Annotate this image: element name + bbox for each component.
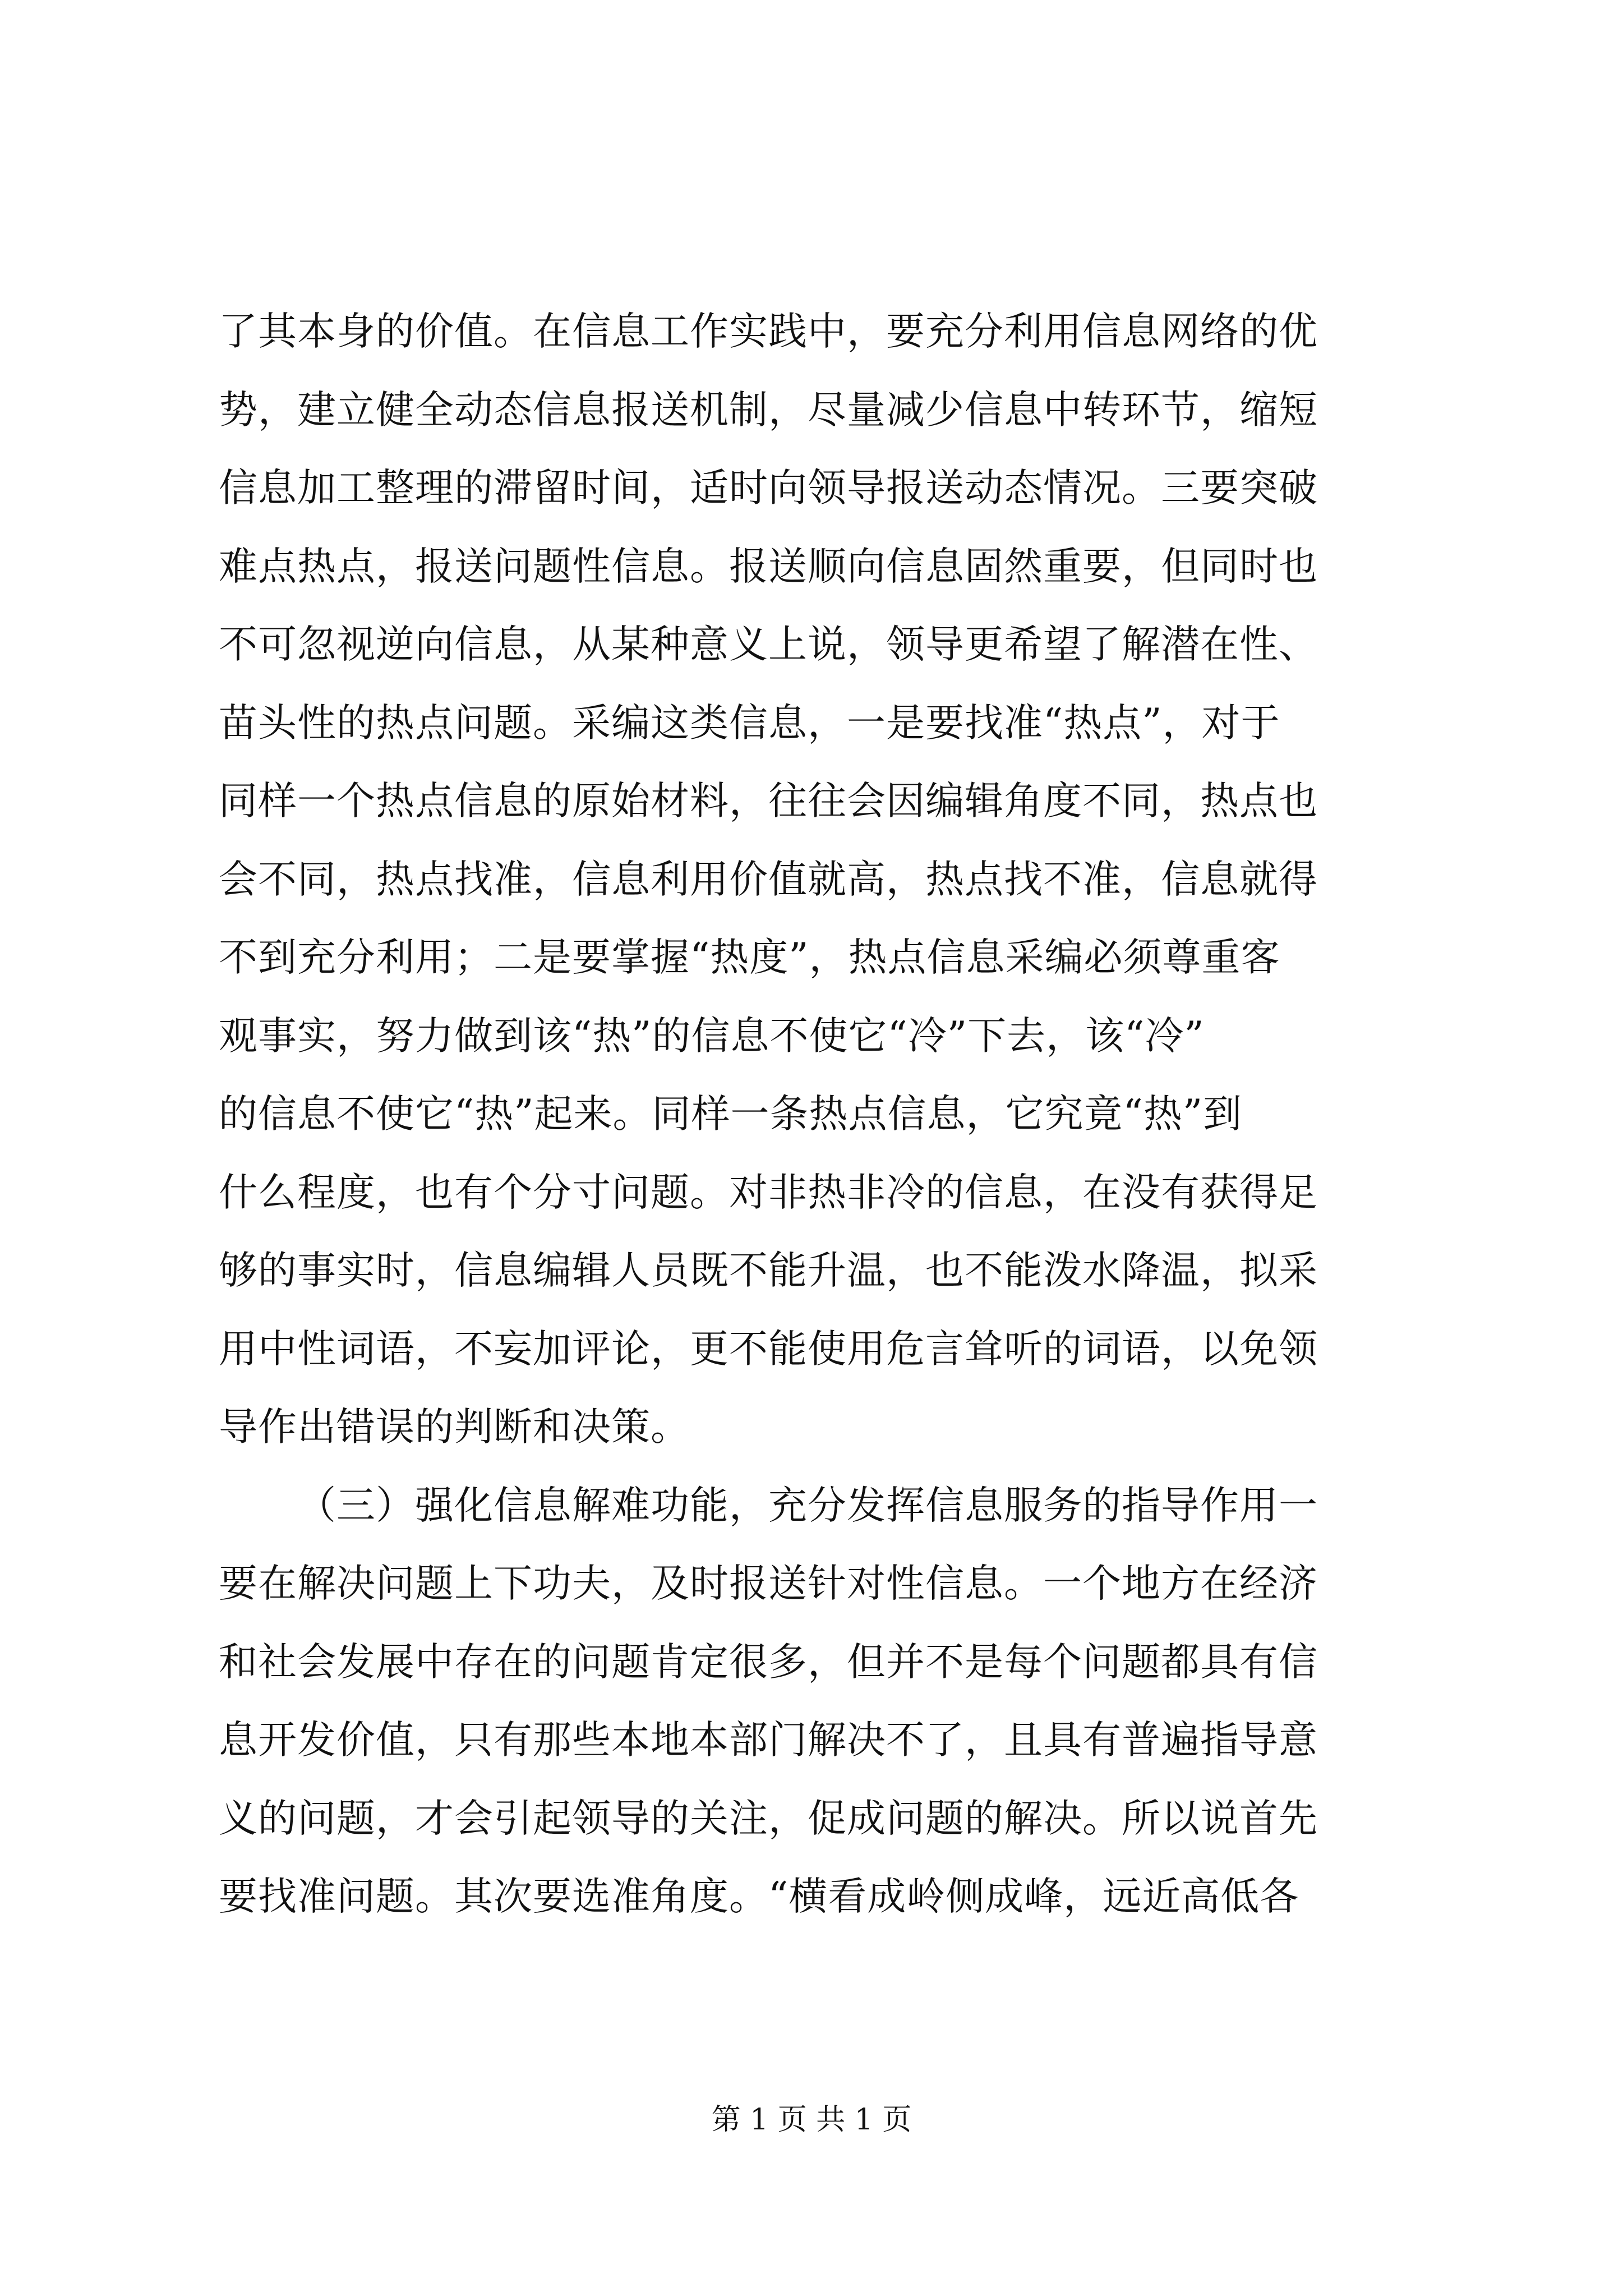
text-line: 会不同，热点找准，信息利用价值就高，热点找不准，信息就得 [219,857,1318,902]
text-line: 观事实，努力做到该“热”的信息不使它“冷”下去，该“冷” [219,1013,1205,1059]
text-line: 要找准问题。其次要选准角度。“横看成岭侧成峰，远近高低各 [219,1874,1299,1919]
text-line: 了其本身的价值。在信息工作实践中，要充分利用信息网络的优 [219,309,1318,354]
text-line: 够的事实时，信息编辑人员既不能升温，也不能泼水降温，拟采 [219,1248,1318,1293]
text-line: 要在解决问题上下功夫，及时报送针对性信息。一个地方在经济 [219,1561,1318,1606]
document-body [219,293,1408,1936]
text-line: 义的问题，才会引起领导的关注，促成问题的解决。所以说首先 [219,1796,1318,1841]
text-line: 什么程度，也有个分寸问题。对非热非冷的信息，在没有获得足 [219,1170,1318,1215]
text-line: 不可忽视逆向信息，从某种意义上说，领导更希望了解潜在性、 [219,622,1318,667]
text-line: 同样一个热点信息的原始材料，往往会因编辑角度不同，热点也 [219,779,1318,823]
text-line: 苗头性的热点问题。采编这类信息，一是要找准“热点”，对于 [219,700,1280,746]
page-footer: 第 1 页 共 1 页 [711,2103,912,2137]
text-line: 不到充分利用；二是要掌握“热度”，热点信息采编必须尊重客 [219,935,1280,980]
text-line: 和社会发展中存在的问题肯定很多，但并不是每个问题都具有信 [219,1639,1318,1685]
text-line: 导作出错误的判断和决策。 [219,1405,690,1450]
text-line: 息开发价值，只有那些本地本部门解决不了，且具有普遍指导意 [219,1718,1318,1763]
paragraph-heading-line: （三）强化信息解难功能，充分发挥信息服务的指导作用一 [297,1483,1318,1528]
text-line: 用中性词语，不妄加评论，更不能使用危言耸听的词语，以免领 [219,1326,1318,1372]
text-line: 的信息不使它“热”起来。同样一条热点信息，它究竟“热”到 [219,1092,1243,1137]
text-line: 难点热点，报送问题性信息。报送顺向信息固然重要，但同时也 [219,544,1318,589]
text-line: 信息加工整理的滞留时间，适时向领导报送动态情况。三要突破 [219,466,1318,510]
text-line: 势，建立健全动态信息报送机制，尽量减少信息中转环节，缩短 [219,387,1318,432]
